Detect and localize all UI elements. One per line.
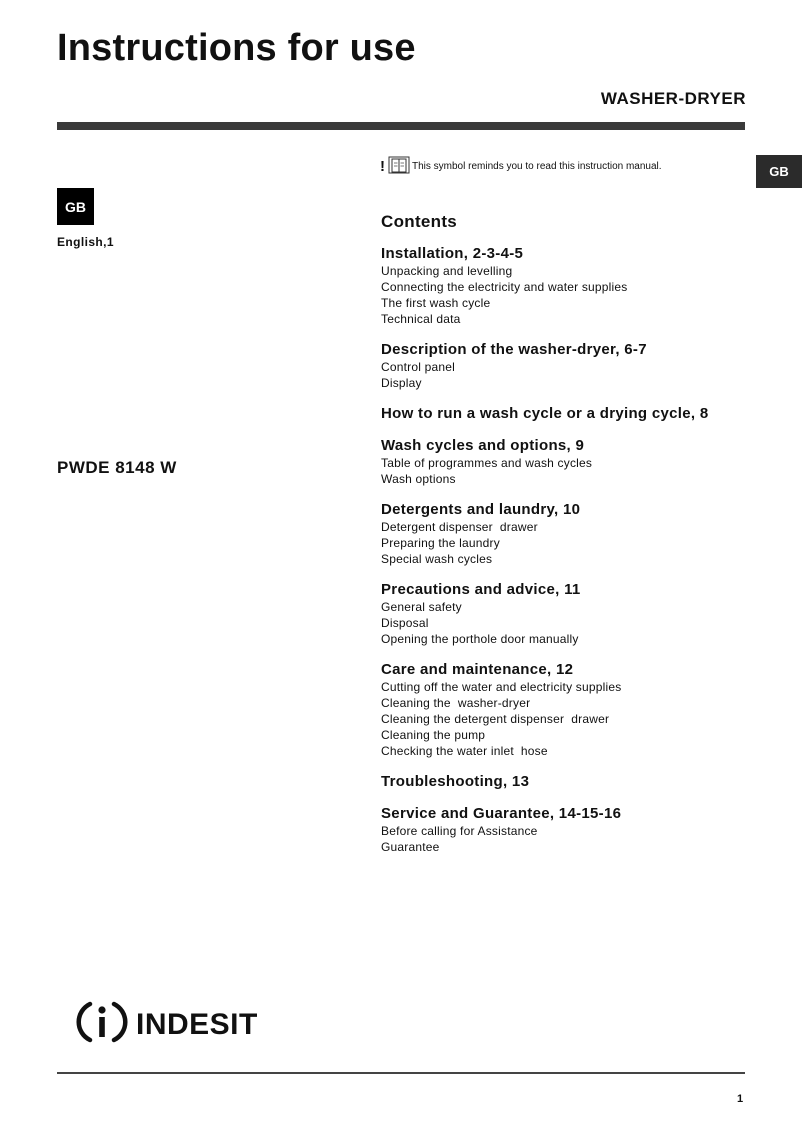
section-item: Technical data	[381, 312, 461, 326]
section-item: Connecting the electricity and water supplies	[381, 280, 628, 294]
section-item: Opening the porthole door manually	[381, 632, 579, 646]
section-item: Disposal	[381, 616, 429, 630]
section-item: Cleaning the washer-dryer	[381, 696, 531, 710]
section-title: Detergents and laundry, 10	[381, 501, 581, 518]
section-item: Preparing the laundry	[381, 536, 500, 550]
contents-section	[381, 661, 771, 759]
section-title: Description of the washer-dryer, 6-7	[381, 341, 647, 358]
contents-section	[381, 805, 771, 855]
contents-section	[381, 501, 771, 567]
section-title: Troubleshooting, 13	[381, 773, 530, 790]
contents-sections	[381, 245, 771, 855]
manual-notice-text: This symbol reminds you to read this instruction manual.	[412, 161, 662, 172]
model-number: PWDE 8148 W	[57, 458, 177, 477]
language-label: English,1	[57, 235, 114, 249]
contents-section	[381, 581, 771, 647]
contents-section	[381, 437, 771, 487]
manual-notice	[380, 156, 662, 177]
bottom-divider	[57, 1072, 745, 1074]
section-title: Care and maintenance, 12	[381, 661, 574, 678]
section-item: Control panel	[381, 360, 455, 374]
contents-section	[381, 773, 771, 791]
page-title: Instructions for use	[57, 27, 416, 69]
product-type: WASHER-DRYER	[600, 89, 746, 108]
section-item: Unpacking and levelling	[381, 264, 513, 278]
section-title: Installation, 2-3-4-5	[381, 245, 524, 262]
book-icon	[388, 156, 410, 177]
section-item: Cleaning the pump	[381, 728, 486, 742]
table-of-contents	[381, 212, 771, 869]
section-item: Before calling for Assistance	[381, 824, 538, 838]
indesit-logo-icon	[76, 998, 128, 1051]
section-item: Checking the water inlet hose	[381, 744, 548, 758]
section-item: Guarantee	[381, 840, 440, 854]
section-item: Special wash cycles	[381, 552, 493, 566]
exclamation-mark: !	[380, 158, 385, 175]
section-item: The first wash cycle	[381, 296, 491, 310]
section-title: Precautions and advice, 11	[381, 581, 581, 598]
language-side-tab: GB	[756, 155, 802, 188]
section-item: General safety	[381, 600, 462, 614]
section-item: Cutting off the water and electricity supplies	[381, 680, 622, 694]
brand-logo	[76, 998, 258, 1051]
brand-name: INDESIT	[136, 1007, 258, 1041]
page-number: 1	[737, 1093, 744, 1105]
contents-section	[381, 405, 771, 423]
section-item: Display	[381, 376, 422, 390]
language-badge: GB	[57, 188, 94, 225]
section-item: Cleaning the detergent dispenser drawer	[381, 712, 610, 726]
section-title: Service and Guarantee, 14-15-16	[381, 805, 622, 822]
section-item: Table of programmes and wash cycles	[381, 456, 593, 470]
contents-section	[381, 341, 771, 391]
section-item: Detergent dispenser drawer	[381, 520, 538, 534]
section-title: Wash cycles and options, 9	[381, 437, 585, 454]
contents-section	[381, 245, 771, 327]
section-item: Wash options	[381, 472, 456, 486]
section-title: How to run a wash cycle or a drying cycle, 8	[381, 405, 709, 422]
contents-heading: Contents	[381, 212, 458, 231]
top-divider	[57, 122, 745, 130]
